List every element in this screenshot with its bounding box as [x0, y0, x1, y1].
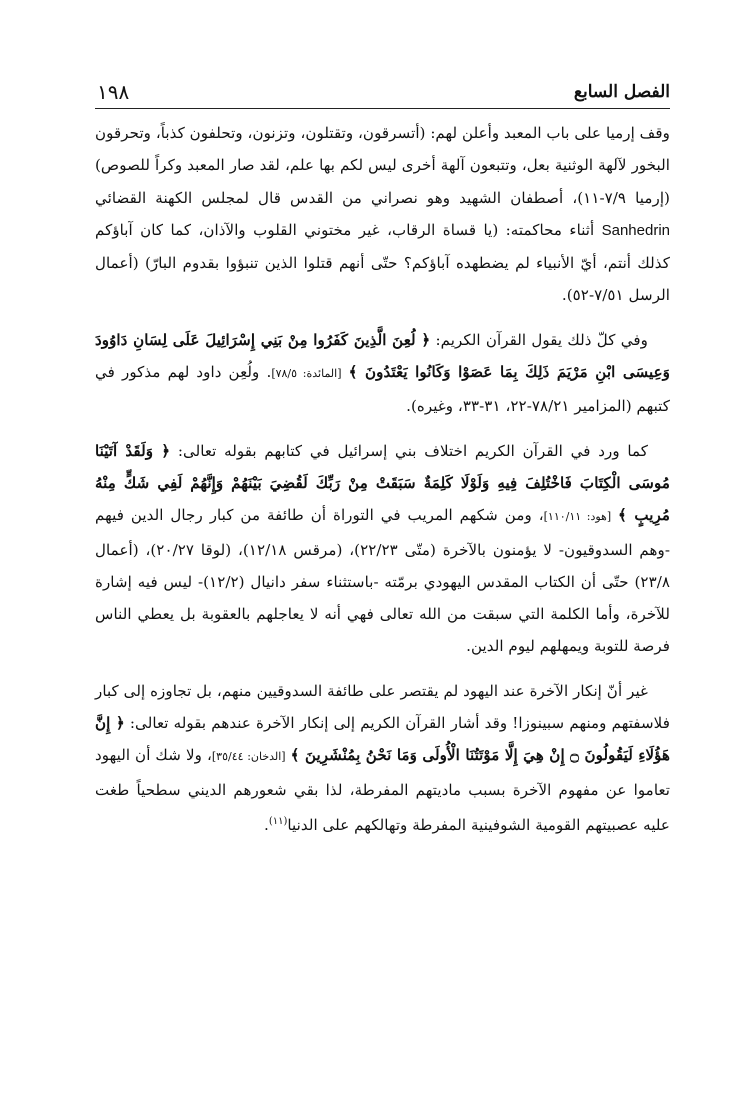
verse-reference-1: [المائدة: ٧٨/٥]	[271, 367, 342, 381]
verse-reference-2: [هود: ١١٠/١١]	[543, 510, 612, 524]
paragraph-1-text-b: أثناء محاكمته: (يا قساة الرقاب، غير مختوني القلوب والآذان، كما كان آباؤكم كذلك أنتم، أيّ الأنبياء لم يضطهده آباؤكم؟ حتّى أنهم قتلوا الذين تنبؤوا بقدوم البارّ) (أعمال الرسل ٧/٥١-٥٢).	[95, 220, 670, 305]
paragraph-4	[95, 675, 670, 842]
verse-reference-3: [الدخان: ٣٥/٤٤]	[211, 750, 286, 764]
paragraph-2-text-b: . ولُعِن داود لهم مذكور في كتبهم (المزامير ٧٨/٢١-٢٢، ٣١-٣٣، وغيره).	[95, 363, 670, 416]
quran-verse-3: ﴿ إِنَّ هَؤُلَاءِ لَيَقُولُونَ ۝ إِنْ هِيَ إِلَّا مَوْتَتُنَا الْأُولَى وَمَا نَحْنُ بِمُنْشَرِينَ ﴾	[95, 714, 671, 765]
page-number: ١٩٨	[97, 80, 130, 104]
paragraph-3-text-b: ، ومن شكهم المريب في التوراة أن طائفة من كبار رجال الدين فيهم -وهم السدوقيون- لا يؤمنون بالآخرة (متّى ٢٢/٢٣)، (مرقس ١٢/١٨)، (لوقا ٢٠/٢٧)، (أعمال ٢٣/٨) حتّى أن الكتاب المقدس اليهودي برمّته -باستثناء سفر دانيال (١٢/٢)- ليس فيه إشارة للآخرة، وأما الكلمة التي سبقت من الله تعالى فهي أنه لا يعاجلهم بالعقوبة بل يعطي الناس فرصة للتوبة ويمهلهم ليوم الدين.	[95, 506, 670, 656]
quran-verse-2: ﴿ وَلَقَدْ آتَيْنَا مُوسَى الْكِتَابَ فَاخْتُلِفَ فِيهِ وَلَوْلَا كَلِمَةٌ سَبَقَتْ مِنْ رَبِّكَ لَقُضِيَ بَيْنَهُمْ وَإِنَّهُمْ لَفِي شَكٍّ مِنْهُ مُرِيبٍ ﴾	[95, 441, 670, 525]
running-head	[95, 80, 670, 109]
chapter-title: الفصل السابع	[573, 82, 670, 102]
paragraph-3-text-a: كما ورد في القرآن الكريم اختلاف بني إسرائيل في كتابهم بقوله تعالى:	[177, 441, 649, 460]
paragraph-4-text-b: ، ولا شك أن اليهود تعاموا عن مفهوم الآخرة بسبب ماديتهم المفرطة، لذا بقي شعورهم الديني سطحياً طغت عليه عصبيتهم القومية الشوفينية المفرطة وتهالكهم على الدنيا	[95, 746, 670, 834]
paragraph-3	[95, 435, 670, 663]
paragraph-4-end: .	[264, 816, 269, 834]
paragraph-4-text-a: غير أنّ إنكار الآخرة عند اليهود لم يقتصر على طائفة السدوقيين منهم، بل تجاوزه إلى كبار فلاسفتهم ومنهم سبينوزا! وقد أشار القرآن الكريم إلى إنكار الآخرة عندهم بقوله تعالى:	[95, 681, 671, 733]
paragraph-2-text-a: وفي كلّ ذلك يقول القرآن الكريم:	[435, 330, 649, 349]
footnote-marker[interactable]: (١١)	[268, 815, 288, 827]
paragraph-1	[95, 117, 670, 312]
quran-verse-1: ﴿ لُعِنَ الَّذِينَ كَفَرُوا مِنْ بَنِي إِسْرَائِيلَ عَلَى لِسَانِ دَاوُودَ وَعِيسَى ابْنِ مَرْيَمَ ذَلِكَ بِمَا عَصَوْا وَكَانُوا يَعْتَدُونَ ﴾	[95, 330, 671, 382]
body-text	[95, 117, 670, 841]
sanhedrin-term: Sanhedrin	[601, 221, 670, 239]
paragraph-1-text-a: وقف إرميا على باب المعبد وأعلن لهم: (أتسرقون، وتقتلون، وتزنون، وتحلفون كذباً، وتحرقون البخور لآلهة الوثنية بعل، وتتبعون آلهة أخرى ليس لكم بها علم، لقد صار المعبد وكراً للصوص) (إرميا ٧/٩-١١)، أصطفان الشهيد وهو نصراني من القدس قال لمجلس الكهنة القضائي	[95, 124, 670, 207]
paragraph-2	[95, 324, 670, 423]
book-page	[95, 80, 670, 841]
